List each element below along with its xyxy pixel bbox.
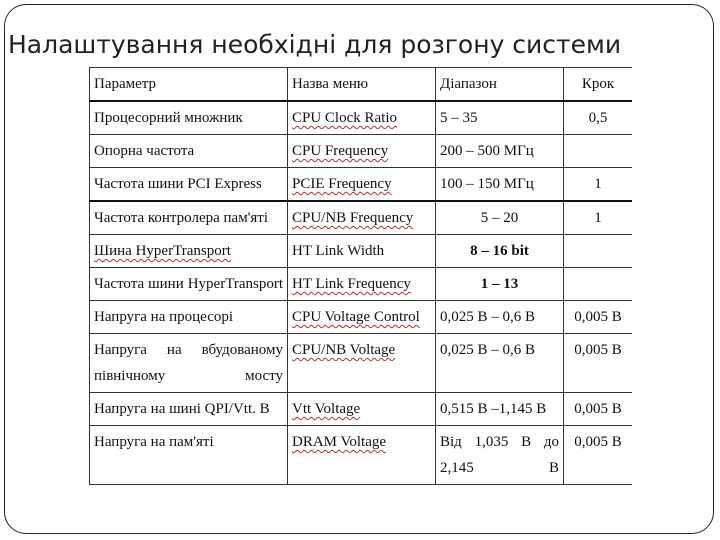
cell-menu-name: DRAM Voltage	[288, 426, 436, 485]
cell-parameter: Частота шини PCI Express	[90, 168, 288, 202]
cell-parameter: Напруга на шині QPI/Vtt. В	[90, 393, 288, 426]
table-row	[90, 301, 633, 334]
cell-menu-name: CPU/NB Frequency	[288, 201, 436, 235]
cell-parameter: Частота шини HyperTransport	[90, 268, 288, 301]
cell-step: 1	[564, 201, 633, 235]
cell-parameter: Напруга на процесорі	[90, 301, 288, 334]
cell-menu-name: PCIE Frequency	[288, 168, 436, 202]
table-row	[90, 426, 633, 485]
overclock-settings-table	[89, 67, 632, 511]
cell-menu-name: CPU/NB Voltage	[288, 334, 436, 393]
cell-range: 0,515 В –1,145 В	[436, 393, 564, 426]
table-row	[90, 101, 633, 135]
cell-step	[564, 268, 633, 301]
cell-menu-name: HT Link Frequency	[288, 268, 436, 301]
cell-parameter: Процесорний множник	[90, 101, 288, 135]
table-row	[90, 135, 633, 168]
cell-step: 0,005 В	[564, 426, 633, 485]
slide-title: Налаштування необхідні для розгону системи	[8, 30, 622, 59]
table-row	[90, 393, 633, 426]
cell-parameter: Напруга на вбудованому північному мосту	[90, 334, 288, 393]
cell-range: 100 – 150 МГц	[436, 168, 564, 202]
cell-range: 0,025 В – 0,6 В	[436, 301, 564, 334]
cell-step: 0,005 В	[564, 334, 633, 393]
header-menu-name: Назва меню	[288, 68, 436, 102]
cell-parameter: Опорна частота	[90, 135, 288, 168]
cell-range: 0,025 В – 0,6 В	[436, 334, 564, 393]
cell-range: 5 – 35	[436, 101, 564, 135]
header-step: Крок	[564, 68, 633, 102]
cell-step	[564, 135, 633, 168]
header-parameter: Параметр	[90, 68, 288, 102]
cell-parameter: Частота контролера пам'яті	[90, 201, 288, 235]
cell-menu-name: CPU Frequency	[288, 135, 436, 168]
cell-step	[564, 235, 633, 268]
table-header-row	[90, 68, 633, 102]
cell-parameter: Напруга на пам'яті	[90, 426, 288, 485]
header-range: Діапазон	[436, 68, 564, 102]
cell-step: 0,005 В	[564, 301, 633, 334]
cell-step: 0,5	[564, 101, 633, 135]
cell-range: 8 – 16 bit	[436, 235, 564, 268]
table-row	[90, 235, 633, 268]
cell-menu-name: CPU Clock Ratio	[288, 101, 436, 135]
table-row	[90, 201, 633, 235]
cell-menu-name: CPU Voltage Control	[288, 301, 436, 334]
cell-parameter: Шина HyperTransport	[90, 235, 288, 268]
table-row	[90, 334, 633, 393]
table-row	[90, 268, 633, 301]
cell-step: 0,005 В	[564, 393, 633, 426]
cell-menu-name: HT Link Width	[288, 235, 436, 268]
cell-step: 1	[564, 168, 633, 202]
cell-range: 200 – 500 МГц	[436, 135, 564, 168]
cell-menu-name: Vtt Voltage	[288, 393, 436, 426]
cell-range: 1 – 13	[436, 268, 564, 301]
cell-range: 5 – 20	[436, 201, 564, 235]
table-row	[90, 168, 633, 202]
cell-range: Від 1,035 В до 2,145 В	[436, 426, 564, 485]
